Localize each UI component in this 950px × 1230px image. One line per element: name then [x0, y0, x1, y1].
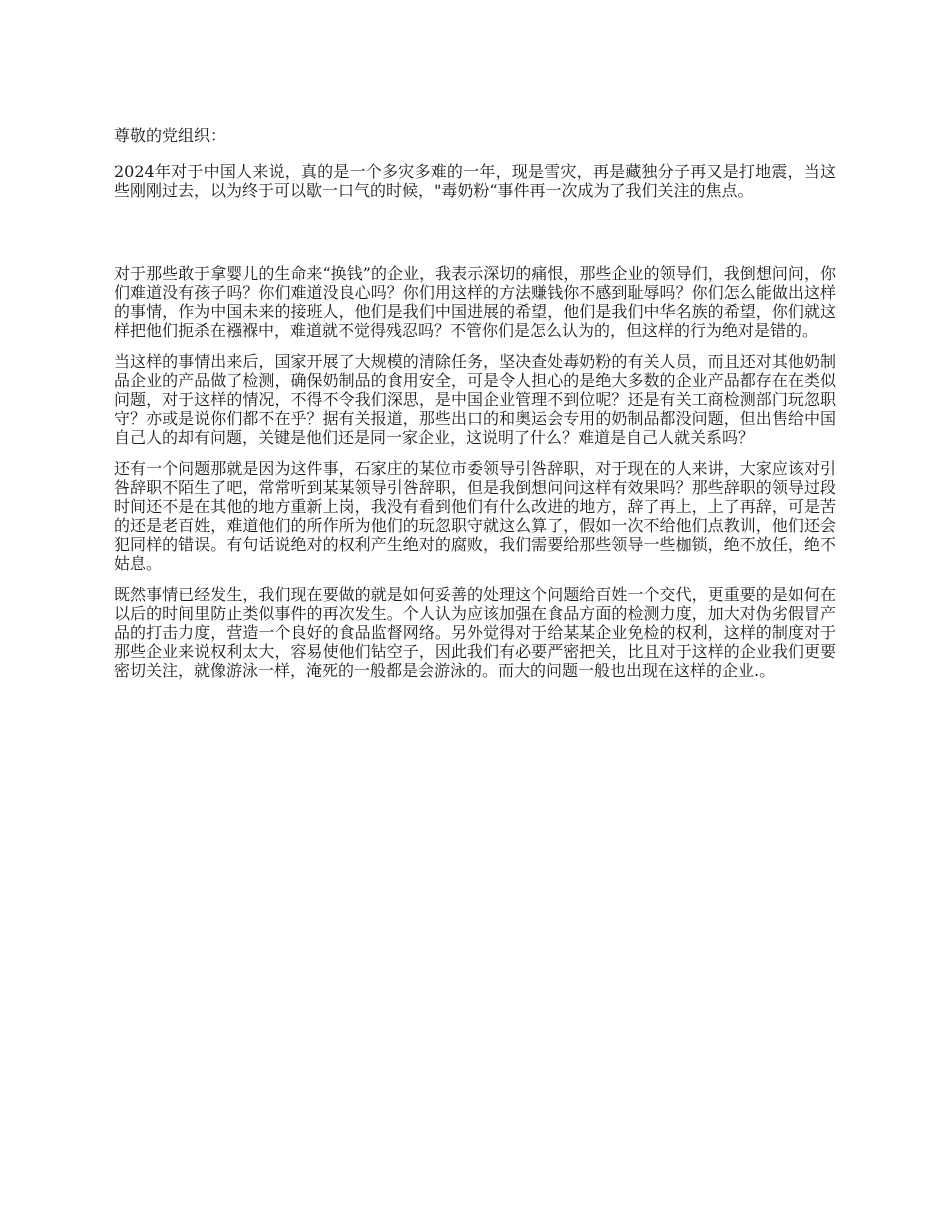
paragraph-intro: 2024年对于中国人来说，真的是一个多灾多难的一年，现是雪灾，再是藏独分子再又是打地震，当这些刚刚过去，以为终于可以歇一口气的时候，"毒奶粉“事件再一次成为了我们关注的焦点。 — [114, 162, 836, 200]
paragraph-solution: 既然事情已经发生，我们现在要做的就是如何妥善的处理这个问题给百姓一个交代，更重要的是如何在以后的时间里防止类似事件的再次发生。个人认为应该加强在食品方面的检测力度，加大对伪劣假冒产品的打击力度，营造一个良好的食品监督网络。另外觉得对于给某某企业免检的权利，这样的制度对于那些企业来说权利太大，容易使他们钻空子，因此我们有必要严密把关，比且对于这样的企业我们更要密切关注，就像游泳一样，淹死的一般都是会游泳的。而大的问题一般也出现在这样的企业.。 — [114, 585, 836, 680]
paragraph-inspection: 当这样的事情出来后，国家开展了大规模的清除任务，坚决查处毒奶粉的有关人员，而且还对其他奶制品企业的产品做了检测，确保奶制品的食用安全，可是令人担心的是绝大多数的企业产品都存在在类似问题，对于这样的情况，不得不令我们深思，是中国企业管理不到位呢？还是有关工商检测部门玩忽职守？亦或是说你们都不在乎？据有关报道，那些出口的和奥运会专用的奶制品都没问题，但出售给中国自己人的却有问题，关键是他们还是同一家企业，这说明了什么？难道是自己人就关系吗？ — [114, 352, 836, 447]
paragraph-resignation: 还有一个问题那就是因为这件事，石家庄的某位市委领导引咎辞职，对于现在的人来讲，大家应该对引咎辞职不陌生了吧，常常听到某某领导引咎辞职，但是我倒想问问这样有效果吗？那些辞职的领导过段时间还不是在其他的地方重新上岗，我没有看到他们有什么改进的地方，辞了再上，上了再辞，可是苦的还是老百姓，难道他们的所作所为他们的玩忽职守就这么算了，假如一次不给他们点教训，他们还会犯同样的错误。有句话说绝对的权利产生绝对的腐败，我们需要给那些领导一些枷锁，绝不放任，绝不姑息。 — [114, 459, 836, 573]
paragraph-condemnation: 对于那些敢于拿婴儿的生命来“换钱”的企业，我表示深切的痛恨，那些企业的领导们，我倒想问问，你们难道没有孩子吗？你们难道没良心吗？你们用这样的方法赚钱你不感到耻辱吗？你们怎么能做出这样的事情，作为中国未来的接班人，他们是我们中国进展的希望，他们是我们中华名族的希望，你们就这样把他们扼杀在襁褓中，难道就不觉得残忍吗？不管你们是怎么认为的，但这样的行为绝对是错的。 — [114, 264, 836, 340]
document-body — [114, 126, 836, 692]
salutation: 尊敬的党组织： — [114, 126, 227, 145]
